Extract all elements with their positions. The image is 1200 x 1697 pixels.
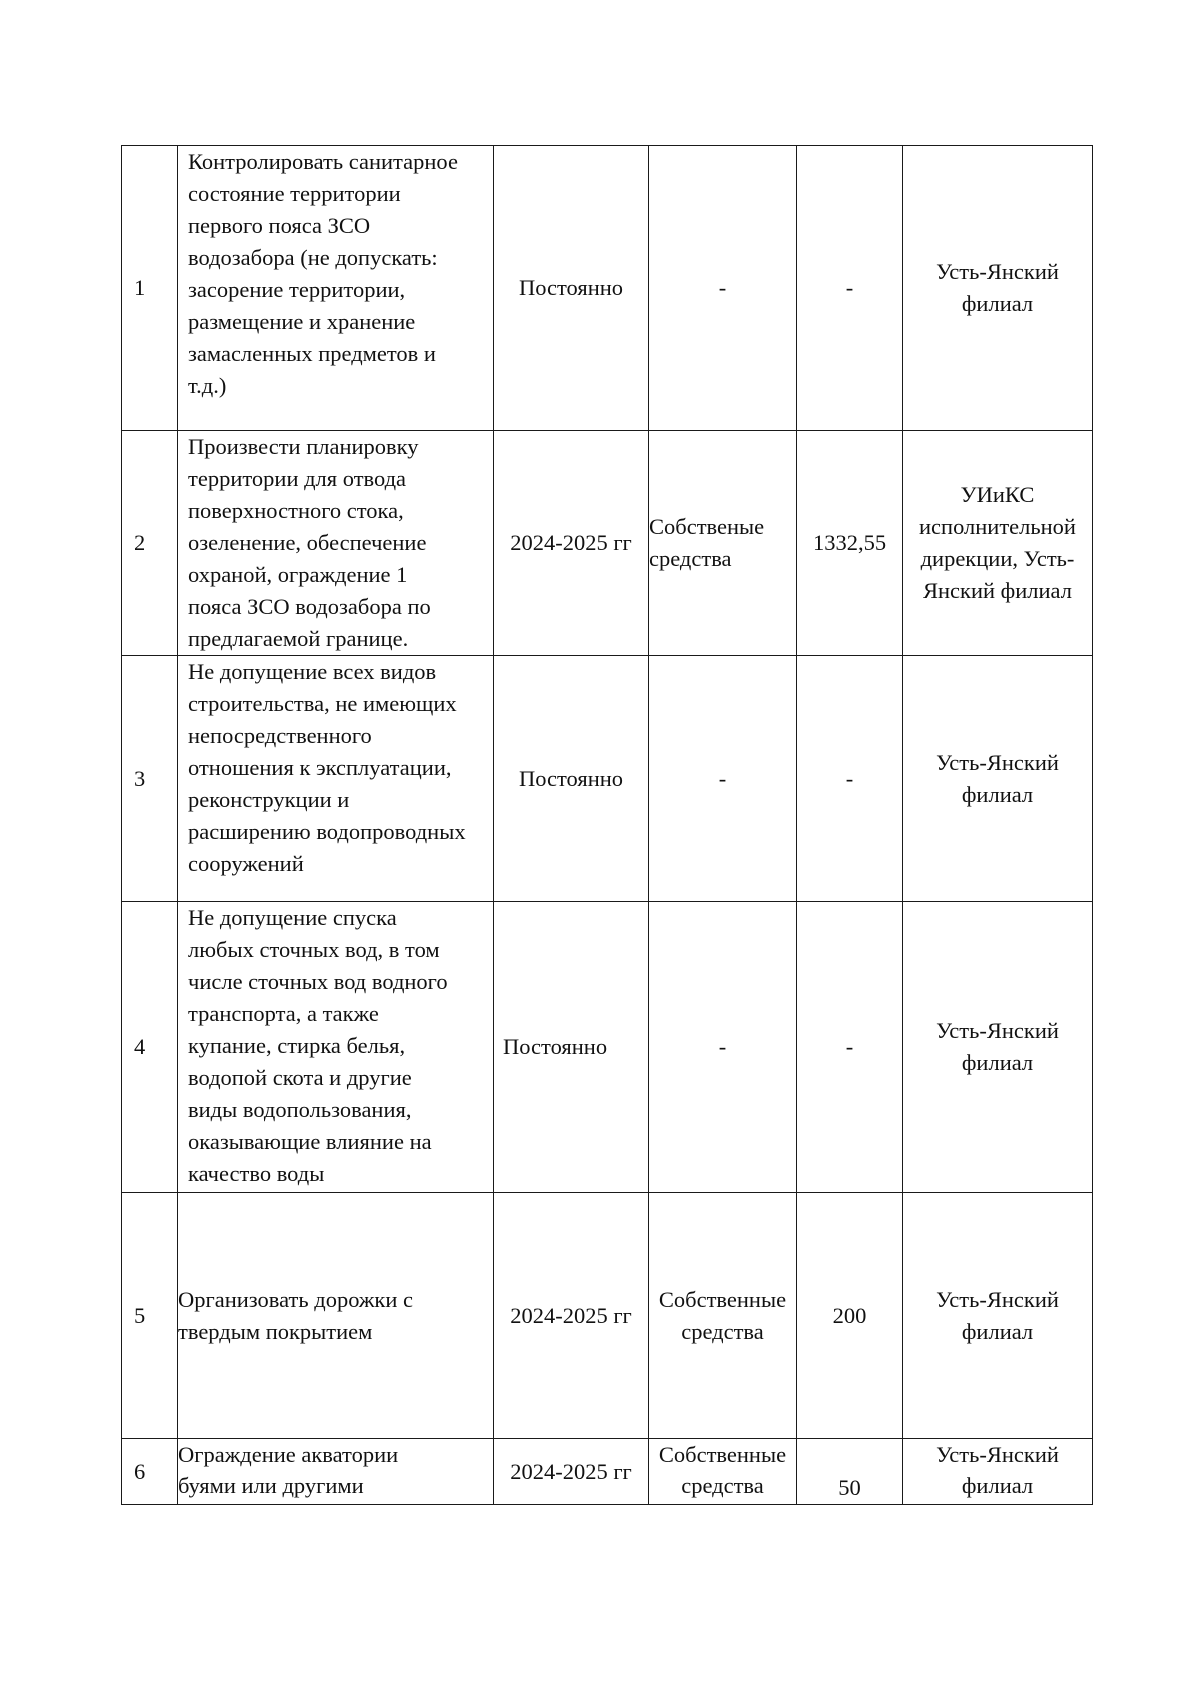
responsible-cell — [903, 1193, 1093, 1439]
funding-source-text: Собственые средства — [649, 514, 765, 571]
row-number-cell — [122, 902, 178, 1193]
funding-source-text: Собственные средства — [658, 1442, 787, 1498]
table-row — [122, 146, 1093, 431]
row-number-cell — [122, 1193, 178, 1439]
task-text: Произвести планировку территории для отвода поверхностного стока, озеленение, обеспечение охраной, ограждение 1 пояса ЗСО водозабора по предлагаемой границе. — [188, 434, 431, 651]
row-number: 5 — [134, 1302, 146, 1328]
amount-text: 50 — [838, 1475, 861, 1500]
responsible-text: Усть-Янский филиал — [936, 1018, 1059, 1075]
funding-source-text: - — [718, 275, 727, 300]
task-text: Контролировать санитарное состояние территории первого пояса ЗСО водозабора (не допускать: засорение территории, размещение и хранение замасленных предметов и т.д.) — [188, 149, 458, 398]
funding-source-text: Собственные средства — [658, 1286, 787, 1344]
period-text: Постоянно — [518, 275, 624, 300]
period-text: Постоянно — [503, 1034, 608, 1059]
amount-cell — [797, 1193, 903, 1439]
row-number: 2 — [134, 530, 146, 555]
row-number: 1 — [134, 275, 146, 300]
period-cell — [494, 1193, 649, 1439]
responsible-text: УИиКС исполнительной дирекции, Усть- Янский филиал — [919, 482, 1076, 603]
amount-cell — [797, 902, 903, 1193]
amount-cell — [797, 656, 903, 902]
task-cell — [178, 656, 494, 902]
funding-source-text: - — [718, 1034, 727, 1059]
funding-source-cell — [649, 146, 797, 431]
task-cell — [178, 1439, 494, 1505]
responsible-cell — [903, 146, 1093, 431]
amount-cell — [797, 431, 903, 656]
row-number: 4 — [134, 1034, 146, 1059]
task-cell — [178, 431, 494, 656]
amount-text: 200 — [832, 1302, 867, 1328]
funding-source-cell — [649, 656, 797, 902]
amount-text: - — [845, 275, 854, 300]
row-number-cell — [122, 431, 178, 656]
responsible-cell — [903, 902, 1093, 1193]
row-number-cell — [122, 146, 178, 431]
period-cell — [494, 902, 649, 1193]
funding-source-text: - — [718, 765, 727, 791]
period-cell — [494, 431, 649, 656]
funding-source-cell — [649, 902, 797, 1193]
table-row — [122, 1439, 1093, 1505]
measures-table — [121, 145, 1093, 1505]
amount-cell — [797, 1439, 903, 1505]
funding-source-cell — [649, 1193, 797, 1439]
period-cell — [494, 1439, 649, 1505]
row-number-cell — [122, 656, 178, 902]
funding-source-cell — [649, 431, 797, 656]
table-row — [122, 1193, 1093, 1439]
amount-text: - — [845, 1034, 854, 1059]
table-row — [122, 656, 1093, 902]
period-text: 2024-2025 гг — [510, 530, 632, 555]
period-text: 2024-2025 гг — [510, 1458, 632, 1484]
row-number: 3 — [134, 765, 146, 791]
amount-cell — [797, 146, 903, 431]
table-row — [122, 431, 1093, 656]
period-text: 2024-2025 гг — [510, 1302, 632, 1328]
responsible-cell — [903, 656, 1093, 902]
amount-text: 1332,55 — [812, 530, 887, 555]
row-number-cell — [122, 1439, 178, 1505]
task-cell — [178, 902, 494, 1193]
responsible-text: Усть-Янский филиал — [936, 749, 1059, 807]
funding-source-cell — [649, 1439, 797, 1505]
task-text: Организовать дорожки с твердым покрытием — [178, 1286, 414, 1344]
task-text: Не допущение спуска любых сточных вод, в том числе сточных вод водного транспорта, а также купание, стирка белья, водопой скота и другие виды водопользования, оказывающие влияние на качество воды — [188, 905, 448, 1186]
responsible-cell — [903, 1439, 1093, 1505]
period-cell — [494, 146, 649, 431]
period-text: Постоянно — [518, 765, 624, 791]
table-row — [122, 902, 1093, 1193]
responsible-text: Усть-Янский филиал — [936, 1286, 1059, 1344]
responsible-cell — [903, 431, 1093, 656]
task-cell — [178, 146, 494, 431]
task-text: Не допущение всех видов строительства, не имеющих непосредственного отношения к эксплуатации, реконструкции и расширению водопроводных сооружений — [188, 659, 466, 876]
amount-text: - — [845, 765, 854, 791]
period-cell — [494, 656, 649, 902]
task-cell — [178, 1193, 494, 1439]
responsible-text: Усть-Янский филиал — [936, 259, 1059, 316]
responsible-text: Усть-Янский филиал — [936, 1442, 1059, 1498]
task-text: Ограждение акватории буями или другими — [178, 1442, 399, 1498]
row-number: 6 — [134, 1458, 146, 1484]
